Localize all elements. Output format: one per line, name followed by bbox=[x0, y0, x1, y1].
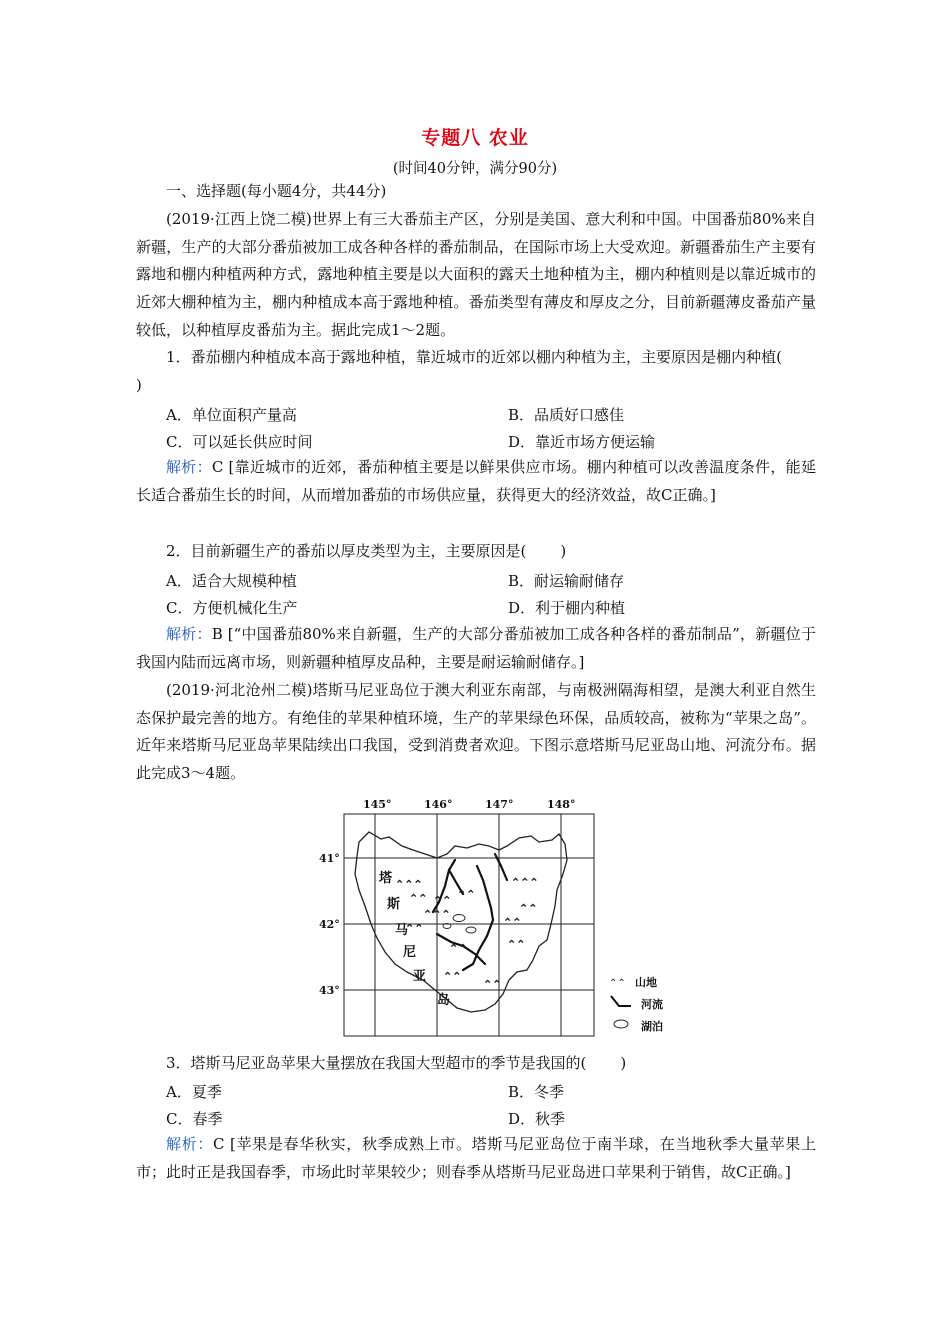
island-name-char: 尼 bbox=[403, 945, 417, 960]
q1-option-c: C．可以延长供应时间 bbox=[166, 433, 313, 451]
island-name-char: 马 bbox=[395, 923, 409, 938]
lon-label: 145° bbox=[363, 798, 392, 811]
question-2-close: ) bbox=[560, 542, 567, 560]
question-3-close: ) bbox=[620, 1054, 627, 1072]
question-3-stem bbox=[136, 1050, 816, 1078]
material-1: (2019·江西上饶二模)世界上有三大番茄主产区，分别是美国、意大利和中国。中国番茄80%来自新疆，生产的大部分番茄被加工成各种各样的番茄制品，在国际市场上大受欢迎。新疆番茄生产主要有露地和棚内种植两种方式，露地种植主要是以大面积的露天土地种植为主，棚内种植则是以靠近城市的近郊大棚种植为主，棚内种植成本高于露地种植。番茄类型有薄皮和厚皮之分，目前新疆薄皮番茄产量较低，以种植厚皮番茄为主。据此完成1～2题。 bbox=[136, 210, 816, 339]
q2-analysis-text: B [“中国番茄80%来自新疆，生产的大部分番茄被加工成各种各样的番茄制品”，新疆位于我国内陆而远离市场，则新疆种植厚皮品种，主要是耐运输耐储存。] bbox=[136, 625, 816, 671]
lon-label: 147° bbox=[485, 798, 514, 811]
q1-option-d: D．靠近市场方便运输 bbox=[508, 433, 656, 451]
question-1-stem-text: 1．番茄棚内种植成本高于露地种植，靠近城市的近郊以棚内种植为主，主要原因是棚内种植( bbox=[166, 348, 782, 366]
tasmania-map bbox=[307, 794, 687, 1044]
page-title: 专题八 农业 bbox=[421, 127, 529, 149]
q3-option-a: A．夏季 bbox=[166, 1083, 222, 1101]
lake-legend-icon bbox=[614, 1020, 628, 1028]
q1-option-a: A．单位面积产量高 bbox=[166, 406, 297, 424]
question-1-stem bbox=[136, 344, 816, 399]
question-3-stem-text: 3．塔斯马尼亚岛苹果大量摆放在我国大型超市的季节是我国的( bbox=[166, 1054, 587, 1072]
q1-analysis bbox=[136, 454, 816, 509]
svg-text:⌃⌃: ⌃⌃ bbox=[503, 916, 522, 929]
q2-option-d: D．利于棚内种植 bbox=[508, 599, 626, 617]
svg-text:⌃⌃: ⌃⌃ bbox=[443, 970, 462, 983]
svg-text:⌃⌃⌃: ⌃⌃⌃ bbox=[511, 876, 539, 889]
legend-lake-label: 湖泊 bbox=[641, 1020, 663, 1033]
svg-text:⌃⌃: ⌃⌃ bbox=[457, 888, 476, 901]
legend-mountain-label: 山地 bbox=[635, 976, 657, 989]
q1-option-b: B．品质好口感佳 bbox=[508, 406, 625, 424]
question-1-close: ) bbox=[136, 375, 142, 394]
analysis-label: 解析： bbox=[166, 625, 212, 643]
q2-option-b: B．耐运输耐储存 bbox=[508, 572, 625, 590]
legend-river-label: 河流 bbox=[641, 998, 663, 1011]
q3-analysis bbox=[136, 1131, 816, 1186]
question-2-stem bbox=[136, 538, 816, 566]
latitude-labels bbox=[319, 852, 340, 997]
analysis-label: 解析： bbox=[166, 1135, 214, 1153]
island-outline bbox=[355, 832, 567, 1012]
q3-option-b: B．冬季 bbox=[508, 1083, 565, 1101]
island-name-char: 岛 bbox=[437, 993, 451, 1008]
island-name-char: 斯 bbox=[387, 897, 401, 912]
svg-text:⌃⌃: ⌃⌃ bbox=[483, 978, 502, 991]
lon-label: 146° bbox=[424, 798, 453, 811]
svg-text:⌃⌃: ⌃⌃ bbox=[405, 922, 424, 935]
question-2-stem-text: 2．目前新疆生产的番茄以厚皮类型为主，主要原因是( bbox=[166, 542, 527, 560]
q3-analysis-text: C [苹果是春华秋实，秋季成熟上市。塔斯马尼亚岛位于南半球，在当地秋季大量苹果上市；此时正是我国春季，市场此时苹果较少；则春季从塔斯马尼亚岛进口苹果利于销售，故C正确。] bbox=[136, 1135, 816, 1181]
lat-label: 43° bbox=[319, 984, 340, 997]
q2-option-c: C．方便机械化生产 bbox=[166, 599, 298, 617]
island-name-char: 亚 bbox=[413, 969, 427, 984]
q2-option-a: A．适合大规模种植 bbox=[166, 572, 297, 590]
section-heading bbox=[136, 178, 816, 206]
analysis-label: 解析： bbox=[166, 458, 212, 476]
svg-text:⌃⌃: ⌃⌃ bbox=[433, 894, 452, 907]
svg-text:⌃⌃⌃: ⌃⌃⌃ bbox=[395, 878, 423, 891]
svg-text:⌃⌃: ⌃⌃ bbox=[409, 892, 428, 905]
island-name-char: 塔 bbox=[379, 871, 393, 886]
material-2: (2019·河北沧州二模)塔斯马尼亚岛位于澳大利亚东南部，与南极洲隔海相望，是澳大利亚自然生态保护最完善的地方。有绝佳的苹果种植环境，生产的苹果绿色环保，品质较高，被称为“苹果之岛”。近年来塔斯马尼亚岛苹果陆续出口我国，受到消费者欢迎。下图示意塔斯马尼亚岛山地、河流分布。据此完成3～4题。 bbox=[136, 681, 816, 783]
lat-label: 41° bbox=[319, 852, 340, 865]
lon-label: 148° bbox=[547, 798, 576, 811]
page-subtitle: (时间40分钟，满分90分) bbox=[392, 161, 558, 177]
q3-option-d: D．秋季 bbox=[508, 1110, 566, 1128]
svg-text:⌃⌃: ⌃⌃ bbox=[507, 938, 526, 951]
q2-analysis bbox=[136, 621, 816, 676]
svg-text:⌃⌃: ⌃⌃ bbox=[519, 902, 538, 915]
river-legend-icon bbox=[611, 996, 631, 1006]
mountain-legend-icon: ⌃⌃ bbox=[609, 978, 626, 989]
q1-analysis-text: C [靠近城市的近郊，番茄种植主要是以鲜果供应市场。棚内种植可以改善温度条件，能延长适合番茄生长的时间，从而增加番茄的市场供应量，获得更大的经济效益，故C正确。] bbox=[136, 458, 816, 504]
longitude-labels bbox=[363, 798, 575, 811]
svg-text:⌃⌃⌃: ⌃⌃⌃ bbox=[423, 908, 451, 921]
map-legend bbox=[609, 975, 663, 1033]
q3-option-c: C．春季 bbox=[166, 1110, 223, 1128]
section-heading-text: 一、选择题(每小题4分，共44分) bbox=[166, 182, 387, 200]
lat-label: 42° bbox=[319, 918, 340, 931]
svg-text:⌃⌃: ⌃⌃ bbox=[449, 942, 468, 955]
